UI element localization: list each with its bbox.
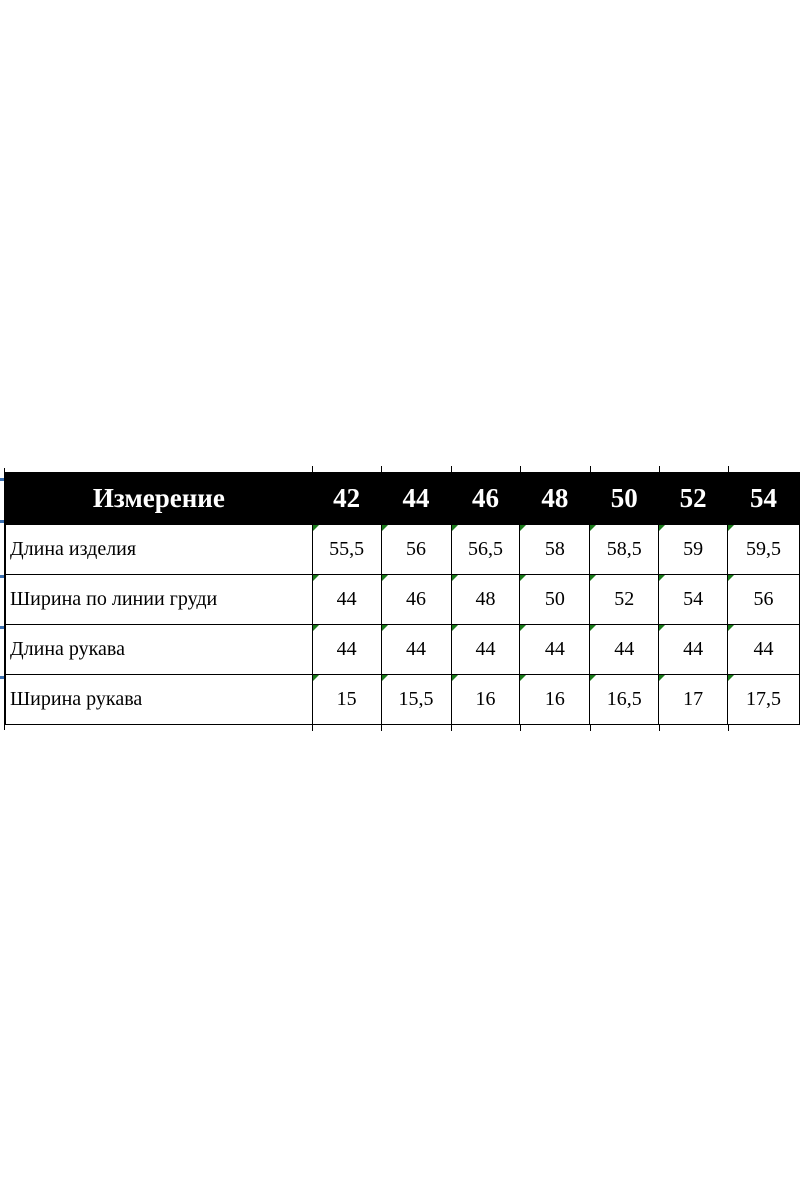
left-edge-mark xyxy=(0,478,4,481)
table-cell: 44 xyxy=(520,625,590,675)
grid-line-stub xyxy=(590,466,591,472)
size-header: 54 xyxy=(728,473,800,525)
header-row xyxy=(6,473,800,525)
table-row xyxy=(6,675,800,725)
measurement-header: Измерение xyxy=(6,473,313,525)
table-cell: 44 xyxy=(381,625,451,675)
grid-line-stub xyxy=(728,725,729,731)
size-chart-table xyxy=(5,472,800,725)
table-cell: 52 xyxy=(590,575,659,625)
left-edge-mark xyxy=(0,676,4,679)
size-header: 48 xyxy=(520,473,590,525)
table-cell: 56 xyxy=(381,525,451,575)
left-edge-mark xyxy=(0,626,4,629)
table-cell: 16 xyxy=(520,675,590,725)
table-cell: 16,5 xyxy=(590,675,659,725)
grid-line-stub xyxy=(381,466,382,472)
table-cell: 17,5 xyxy=(728,675,800,725)
grid-line-stub xyxy=(312,466,313,472)
table-row xyxy=(6,525,800,575)
table-cell: 44 xyxy=(590,625,659,675)
table-cell: 44 xyxy=(728,625,800,675)
table-row xyxy=(6,625,800,675)
table-cell: 16 xyxy=(451,675,520,725)
table-cell: 15 xyxy=(312,675,381,725)
table-cell: 50 xyxy=(520,575,590,625)
grid-line-stub xyxy=(659,466,660,472)
table-cell: 44 xyxy=(659,625,728,675)
table-cell: 15,5 xyxy=(381,675,451,725)
grid-line-stub xyxy=(590,725,591,731)
table-cell: 59 xyxy=(659,525,728,575)
size-header: 50 xyxy=(590,473,659,525)
row-label: Ширина по линии груди xyxy=(6,575,313,625)
grid-line-stub xyxy=(451,725,452,731)
table-cell: 59,5 xyxy=(728,525,800,575)
size-header: 42 xyxy=(312,473,381,525)
grid-line-stub xyxy=(659,725,660,731)
grid-line-stub xyxy=(520,466,521,472)
table-cell: 46 xyxy=(381,575,451,625)
row-label: Ширина рукава xyxy=(6,675,313,725)
size-header: 46 xyxy=(451,473,520,525)
grid-line-stub xyxy=(312,725,313,731)
grid-line-stub xyxy=(728,466,729,472)
table-cell: 44 xyxy=(312,625,381,675)
row-label: Длина рукава xyxy=(6,625,313,675)
left-edge-mark xyxy=(0,520,4,523)
size-header: 52 xyxy=(659,473,728,525)
table-cell: 56,5 xyxy=(451,525,520,575)
table-cell: 44 xyxy=(451,625,520,675)
grid-line-stub xyxy=(520,725,521,731)
size-header: 44 xyxy=(381,473,451,525)
table-cell: 48 xyxy=(451,575,520,625)
table-cell: 58 xyxy=(520,525,590,575)
grid-line-stub xyxy=(381,725,382,731)
grid-line-stub xyxy=(451,466,452,472)
row-label: Длина изделия xyxy=(6,525,313,575)
table-cell: 58,5 xyxy=(590,525,659,575)
table-cell: 17 xyxy=(659,675,728,725)
left-edge-mark xyxy=(0,575,4,578)
table-cell: 56 xyxy=(728,575,800,625)
table-cell: 44 xyxy=(312,575,381,625)
table-row xyxy=(6,575,800,625)
table-cell: 54 xyxy=(659,575,728,625)
table-cell: 55,5 xyxy=(312,525,381,575)
